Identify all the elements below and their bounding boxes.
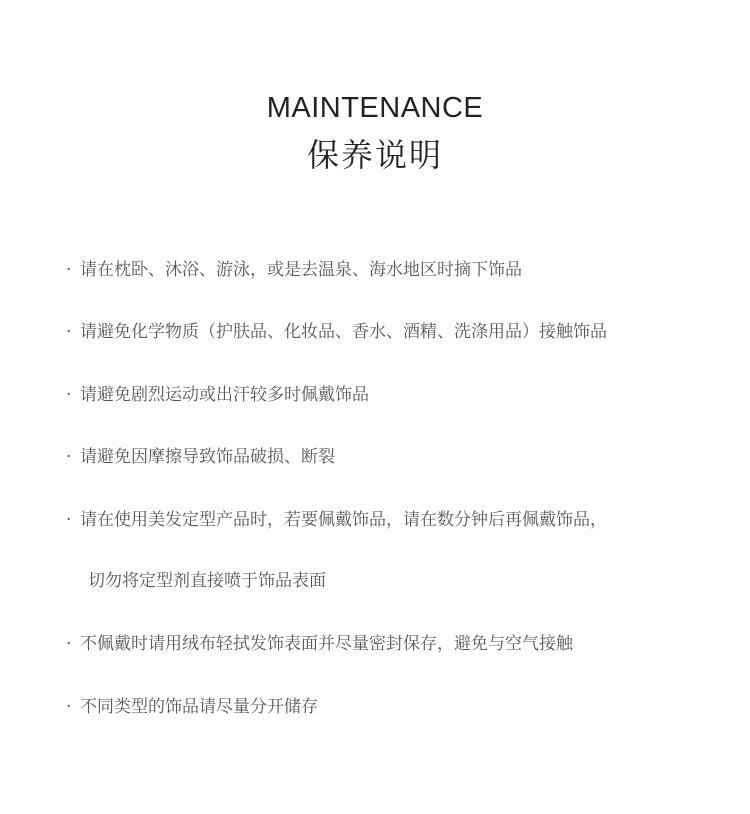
care-item-text: 请在枕卧、沐浴、游泳，或是去温泉、海水地区时摘下饰品 [80, 260, 522, 280]
bullet-dot: · [66, 260, 72, 280]
care-item [66, 509, 706, 531]
care-item [66, 384, 706, 406]
care-item-text: 请在使用美发定型产品时，若要佩戴饰品，请在数分钟后再佩戴饰品， [80, 510, 607, 530]
bullet-dot: · [66, 322, 72, 342]
title-chinese: 保养说明 [306, 136, 443, 174]
bullet-dot: · [66, 447, 72, 467]
care-item [66, 633, 706, 655]
care-item-continuation: 切勿将定型剂直接喷于饰品表面 [88, 571, 326, 591]
title-english: MAINTENANCE [266, 92, 484, 124]
care-item-text: 请避免因摩擦导致饰品破损、断裂 [80, 447, 335, 467]
care-item-text: 请避免剧烈运动或出汗较多时佩戴饰品 [80, 385, 369, 405]
care-item [66, 259, 706, 281]
care-item-text: 不佩戴时请用绒布轻拭发饰表面并尽量密封保存，避免与空气接触 [80, 634, 573, 654]
care-item-text: 不同类型的饰品请尽量分开储存 [80, 697, 318, 717]
bullet-dot: · [66, 634, 72, 654]
care-item-text: 请避免化学物质（护肤品、化妆品、香水、酒精、洗涤用品）接触饰品 [80, 322, 607, 342]
care-item [66, 321, 706, 343]
care-item [66, 446, 706, 468]
care-item [66, 696, 706, 718]
bullet-dot: · [66, 697, 72, 717]
bullet-dot: · [66, 385, 72, 405]
bullet-dot: · [66, 510, 72, 530]
